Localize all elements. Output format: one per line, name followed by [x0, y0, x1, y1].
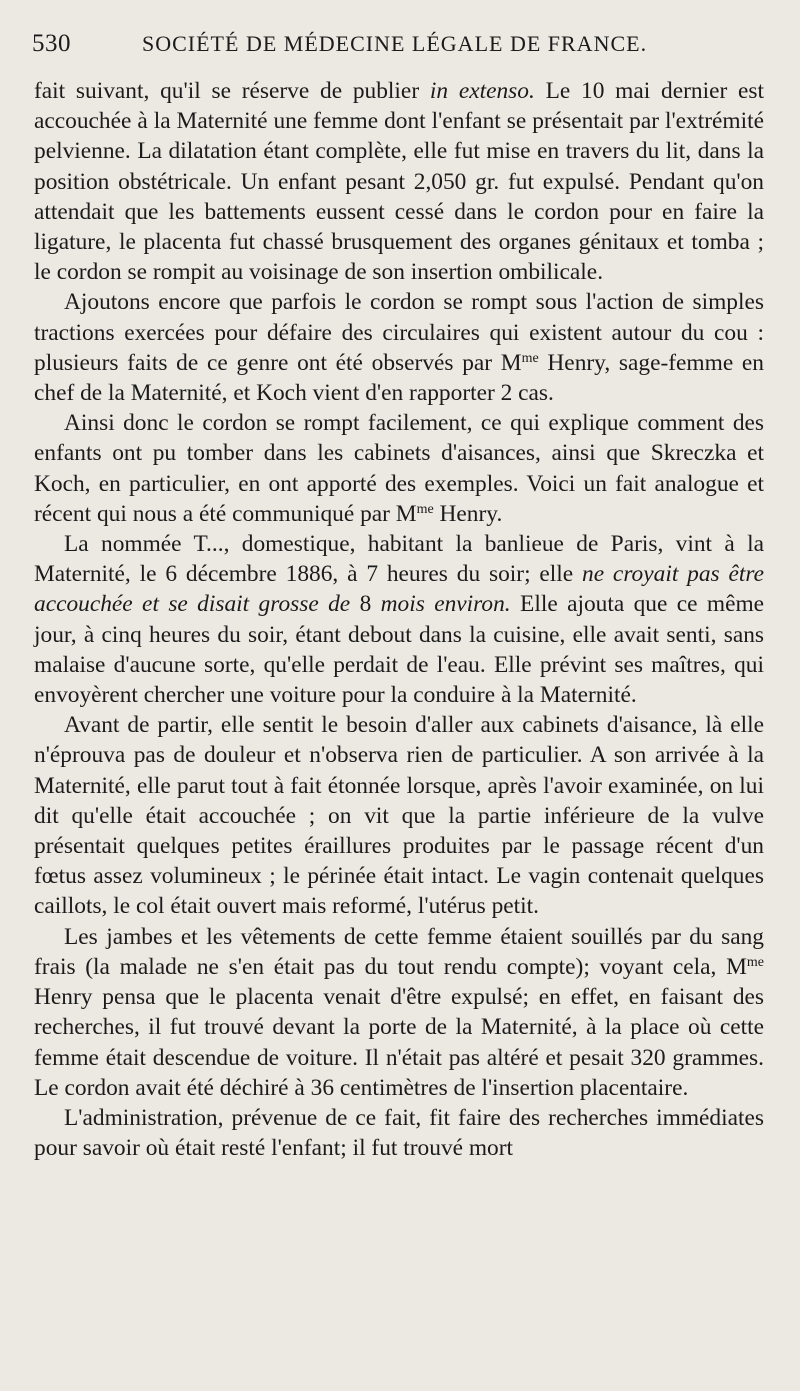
- running-title: SOCIÉTÉ DE MÉDECINE LÉGALE DE FRANCE.: [142, 31, 648, 56]
- text-run: Ainsi donc le cordon se rompt facilement, ce qui explique comment des enfants ont pu tomber dans les cabinets d'aisances, ainsi que Skreczka et Koch, en particulier, en ont apporté des exemples. Voici un fait analogue et récent qui nous a été communiqué par M: [34, 410, 764, 527]
- italic-text: ne croyait pas être accouchée et se disait grosse de: [34, 561, 764, 618]
- text-run: Le 10 mai dernier est accouchée à la Maternité une femme dont l'enfant se présentait par l'extrémité pelvienne. La dilatation étant complète, elle fut mise en travers du lit, dans la position obstétricale. Un enfant pesant 2,050 gr. fut expulsé. Pendant qu'on attendait que les battements eussent cessé dans le cordon pour en faire la ligature, le placenta fut chassé brusquement des organes génitaux et tomba ; le cordon se rompit au voisinage de son insertion ombilicale.: [34, 78, 764, 286]
- text-run: Henry pensa que le placenta venait d'être expulsé; en effet, en faisant des recherches, il fut trouvé devant la porte de la Maternité, à la place où cette femme était descendue de voiture. Il n'était pas altéré et pesait 320 grammes. Le cordon avait été déchiré à 36 centimètres de l'insertion placentaire.: [34, 984, 764, 1101]
- paragraph: [34, 710, 764, 921]
- text-run: L'administration, prévenue de ce fait, fit faire des recherches immédiates pour savoir où était resté l'enfant; il fut trouvé mort: [34, 1104, 764, 1162]
- superscript-text: me: [746, 954, 764, 970]
- text-run: Avant de partir, elle sentit le besoin d'aller aux cabinets d'aisance, là elle n'éprouva pas de douleur et n'observa rien de particulier. A son arrivée à la Maternité, elle parut tout à fait étonnée lorsque, après l'avoir examinée, on lui dit qu'elle était accouchée ; on vit que la partie inférieure de la vulve présentait quelques petites éraillures produites par le passage récent d'un fœtus assez volumineux ; le périnée était intact. Le vagin contenait quelques caillots, le col était ouvert mais reformé, l'utérus petit.: [34, 712, 764, 920]
- italic-text: in extenso.: [429, 78, 535, 104]
- text-run: Ajoutons encore que parfois le cordon se rompt sous l'action de simples tractions exercées pour défaire des circulaires qui existent autour du cou : plusieurs faits de ce genre ont été observés par M: [34, 289, 764, 376]
- page-number: 530: [32, 30, 71, 57]
- superscript-text: me: [521, 350, 539, 366]
- paragraph: [34, 287, 764, 408]
- paragraph: [34, 408, 764, 529]
- text-run: 8: [350, 591, 381, 618]
- text-run: Henry, sage-femme en chef de la Maternité, et Koch vient d'en rapporter 2 cas.: [34, 349, 764, 407]
- text-run: Les jambes et les vêtements de cette femme étaient souillés par du sang frais (la malade ne s'en était pas du tout rendu compte); voyant cela, M: [34, 923, 764, 980]
- paragraph: [34, 76, 764, 287]
- superscript-text: me: [416, 501, 434, 517]
- text-run: La nommée T..., domestique, habitant la banlieue de Paris, vint à la Maternité, le 6 décembre 1886, à 7 heures du soir; elle: [34, 531, 764, 588]
- paragraph: [34, 1103, 764, 1163]
- running-header: [32, 30, 772, 70]
- text-run: Henry.: [433, 500, 503, 527]
- paragraph: [34, 529, 764, 710]
- body-text: [34, 76, 764, 1163]
- paragraph: [34, 922, 764, 1103]
- italic-text: mois environ.: [380, 591, 511, 618]
- text-run: fait suivant, qu'il se réserve de publier: [34, 78, 430, 104]
- text-run: Elle ajouta que ce même jour, à cinq heures du soir, étant debout dans la cuisine, elle avait senti, sans malaise d'aucune sorte, qu'elle perdait de l'eau. Elle prévint ses maîtres, qui envoyèrent chercher une voiture pour la conduire à la Maternité.: [34, 591, 765, 709]
